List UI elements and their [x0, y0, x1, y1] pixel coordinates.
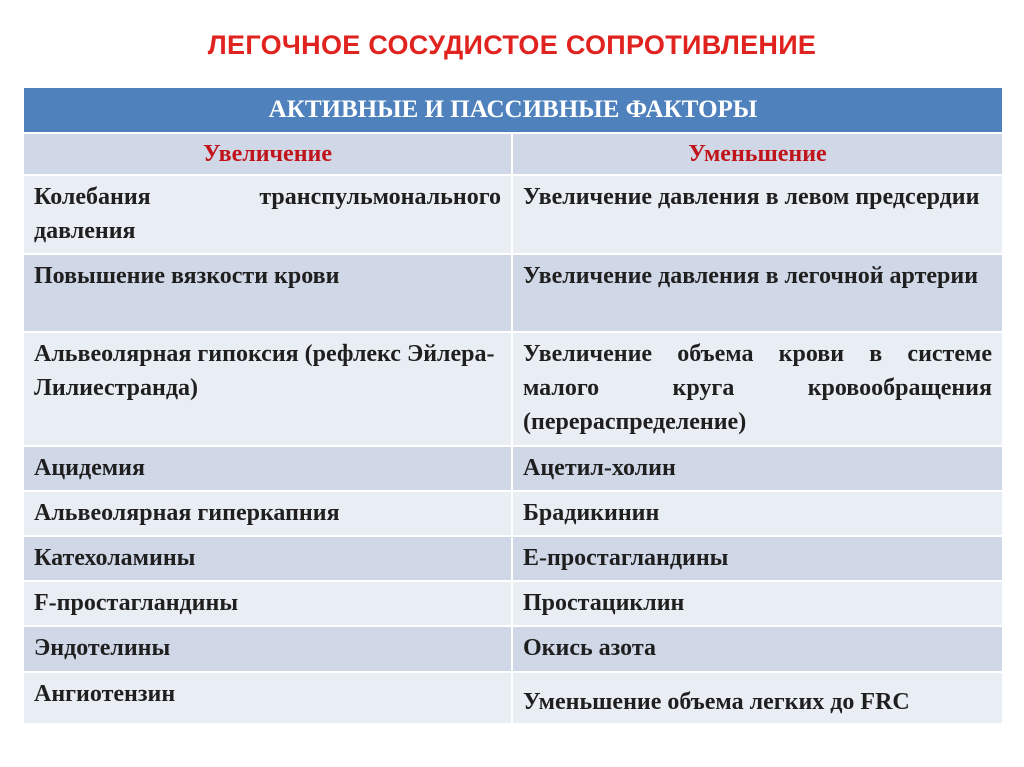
table-header: АКТИВНЫЕ И ПАССИВНЫЕ ФАКТОРЫ: [23, 87, 1003, 133]
cell-decrease: Простациклин: [512, 581, 1003, 626]
cell-increase: Альвеолярная гиперкапния: [23, 491, 512, 536]
table-row: [23, 175, 1003, 254]
cell-increase: Ангиотензин: [23, 672, 512, 724]
table-row: [23, 626, 1003, 672]
cell-increase: Катехоламины: [23, 536, 512, 581]
table-row: [23, 491, 1003, 536]
cell-increase: F-простагландины: [23, 581, 512, 626]
cell-decrease: Уменьшение объема легких до FRC: [512, 672, 1003, 724]
table-row: [23, 446, 1003, 491]
table-header-row: [23, 87, 1003, 133]
cell-decrease: Увеличение объема крови в системе малого круга кровообращения (перераспределение): [512, 332, 1003, 446]
cell-increase: Альвеолярная гипоксия (рефлекс Эйлера-Лилиестранда): [23, 332, 512, 446]
cell-decrease: Окись азота: [512, 626, 1003, 672]
cell-increase: Повышение вязкости крови: [23, 254, 512, 332]
column-header-increase: Увеличение: [23, 133, 512, 175]
table-row: [23, 672, 1003, 724]
cell-increase: Ацидемия: [23, 446, 512, 491]
cell-decrease: Брадикинин: [512, 491, 1003, 536]
table-row: [23, 254, 1003, 332]
column-header-row: [23, 133, 1003, 175]
slide-title: ЛЕГОЧНОЕ СОСУДИСТОЕ СОПРОТИВЛЕНИЕ: [207, 30, 817, 60]
table-row: [23, 581, 1003, 626]
cell-decrease: Увеличение давления в легочной артерии: [512, 254, 1003, 332]
column-header-decrease: Уменьшение: [512, 133, 1003, 175]
cell-decrease: Увеличение давления в левом предсердии: [512, 175, 1003, 254]
cell-increase: Эндотелины: [23, 626, 512, 672]
cell-decrease: Ацетил-холин: [512, 446, 1003, 491]
cell-decrease: Е-простагландины: [512, 536, 1003, 581]
factors-table: [22, 86, 1004, 725]
table-row: [23, 332, 1003, 446]
table-row: [23, 536, 1003, 581]
cell-increase: Колебания транспульмонального давления: [23, 175, 512, 254]
